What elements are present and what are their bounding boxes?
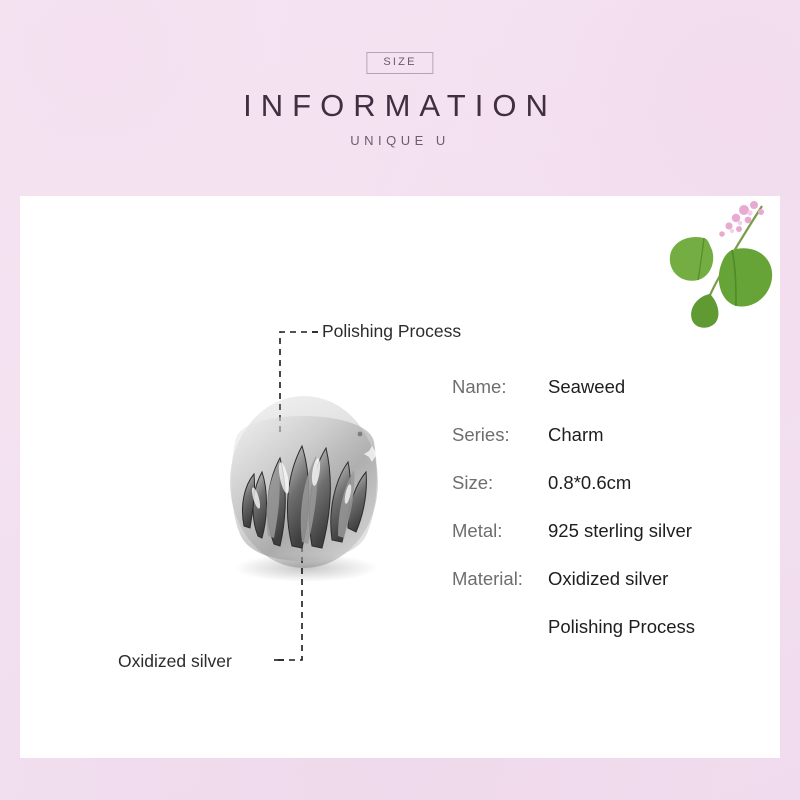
spec-row: [452, 568, 762, 616]
spec-row: [452, 424, 762, 472]
callout-label-oxidized-silver: Oxidized silver: [118, 651, 232, 671]
page-title: INFORMATION: [243, 88, 557, 123]
callout-label-polishing-process: Polishing Process: [322, 321, 462, 341]
header: [0, 0, 800, 196]
spec-row: [452, 376, 762, 424]
spec-key: Series:: [452, 424, 510, 445]
spec-value: Oxidized silver: [548, 568, 669, 589]
spec-row: [452, 520, 762, 568]
spec-key: Size:: [452, 472, 494, 493]
product-image-seaweed-charm: [198, 386, 418, 586]
info-card: [20, 196, 780, 758]
spec-key: Metal:: [452, 520, 503, 541]
spec-row: [452, 472, 762, 520]
spec-key: Material:: [452, 568, 523, 589]
spec-key: Name:: [452, 376, 507, 397]
page-subtitle: UNIQUE U: [350, 133, 450, 148]
spec-value: 925 sterling silver: [548, 520, 692, 541]
spec-value: 0.8*0.6cm: [548, 472, 632, 493]
size-badge: SIZE: [366, 52, 433, 74]
spec-value: Charm: [548, 424, 604, 445]
spec-row: [452, 616, 762, 664]
spec-list: [452, 376, 762, 664]
spec-value: Polishing Process: [548, 616, 696, 637]
spec-value: Seaweed: [548, 376, 626, 397]
leaf-blossom-sprig-icon: [644, 198, 774, 328]
